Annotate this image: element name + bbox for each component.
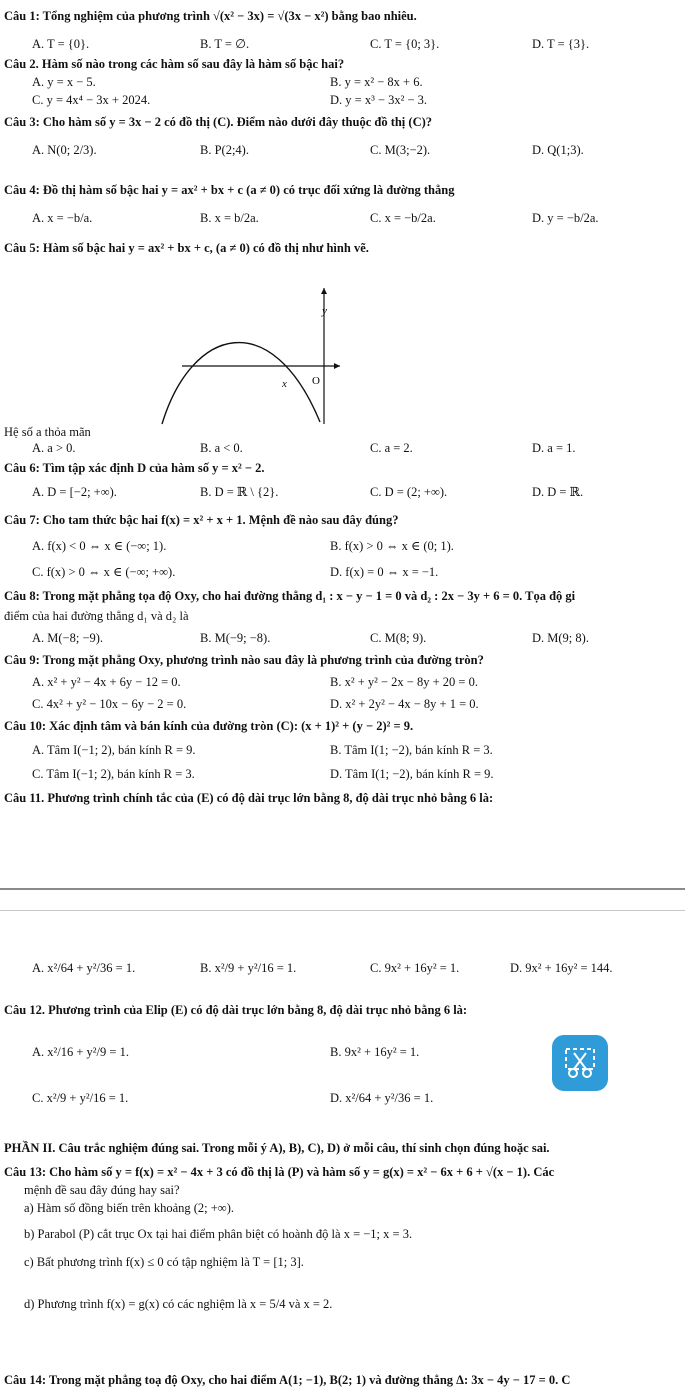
- origin-label: O: [312, 375, 320, 387]
- q2-stem: Câu 2. Hàm số nào trong các hàm số sau đây là hàm số bậc hai?: [4, 57, 345, 71]
- y-axis-arrow-icon: [321, 288, 327, 294]
- q13-item-a: a) Hàm số đồng biến trên khoảng (2; +∞).: [24, 1201, 235, 1215]
- q13-item-b: b) Parabol (P) cắt trục Ox tại hai điểm phân biệt có hoành độ là x = −1; x = 3.: [24, 1227, 413, 1241]
- y-axis-label: y: [322, 305, 327, 317]
- page-separator-light: [0, 910, 685, 911]
- q3-stem: Câu 3: Cho hàm số y = 3x − 2 có đồ thị (C). Điểm nào dưới đây thuộc đồ thị (C)?: [4, 115, 433, 129]
- q8-option-c: C. M(8; 9).: [370, 631, 427, 645]
- q7-option-b: B. f(x) > 0 ⇔ x ∈ (0; 1).: [330, 539, 454, 553]
- q8-stem-cont: điểm của hai đường thẳng d₁ và d₂ là: [4, 609, 189, 623]
- q11-option-b: B. x²/9 + y²/16 = 1.: [200, 961, 297, 975]
- q1-option-c: C. T = {0; 3}.: [370, 37, 440, 51]
- part-2-heading: PHẦN II. Câu trắc nghiệm đúng sai. Trong mỗi ý A), B), C), D) ở mỗi câu, thí sinh chọn đúng hoặc sai.: [4, 1141, 550, 1155]
- q3-option-a: A. N(0; 2/3).: [32, 143, 97, 157]
- scissors-icon: [552, 1035, 608, 1091]
- q1-stem: Câu 1: Tổng nghiệm của phương trình √(x² − 3x) = √(3x − x²) bằng bao nhiêu.: [4, 9, 417, 23]
- q2-option-d: D. y = x³ − 3x² − 3.: [330, 93, 428, 107]
- q2-option-b: B. y = x² − 8x + 6.: [330, 75, 423, 89]
- q13-item-d: d) Phương trình f(x) = g(x) có các nghiệm là x = 5/4 và x = 2.: [24, 1297, 333, 1311]
- q8-option-b: B. M(−9; −8).: [200, 631, 271, 645]
- q11-option-a: A. x²/64 + y²/36 = 1.: [32, 961, 136, 975]
- q12-stem: Câu 12. Phương trình của Elip (E) có độ dài trục lớn bằng 8, độ dài trục nhỏ bằng 6 là:: [4, 1003, 468, 1017]
- q5-condition: Hệ số a thỏa mãn: [4, 425, 91, 439]
- q8-option-a: A. M(−8; −9).: [32, 631, 104, 645]
- q2-option-c: C. y = 4x⁴ − 3x + 2024.: [32, 93, 151, 107]
- q5-option-b: B. a < 0.: [200, 441, 243, 455]
- q13-item-c: c) Bất phương trình f(x) ≤ 0 có tập nghiệm là T = [1; 3].: [24, 1255, 304, 1269]
- q6-stem: Câu 6: Tìm tập xác định D của hàm số y = x² − 2.: [4, 461, 265, 475]
- q10-option-a: A. Tâm I(−1; 2), bán kính R = 9.: [32, 743, 196, 757]
- q5-option-a: A. a > 0.: [32, 441, 76, 455]
- x-axis-label: x: [282, 378, 287, 390]
- q13-stem-cont: mệnh đề sau đây đúng hay sai?: [24, 1183, 180, 1197]
- q11-stem: Câu 11. Phương trình chính tắc của (E) có độ dài trục lớn bằng 8, độ dài trục nhỏ bằng 6 là:: [4, 791, 494, 805]
- q4-option-a: A. x = −b/a.: [32, 211, 93, 225]
- q5-option-c: C. a = 2.: [370, 441, 413, 455]
- q7-option-c: C. f(x) > 0 ⇔ x ∈ (−∞; +∞).: [32, 565, 176, 579]
- q13-stem: Câu 13: Cho hàm số y = f(x) = x² − 4x + 3 có đồ thị là (P) và hàm số y = g(x) = x² − 6x + 6 + √(x − 1). Các: [4, 1165, 555, 1179]
- x-axis-arrow-icon: [334, 363, 340, 369]
- q4-option-b: B. x = b/2a.: [200, 211, 259, 225]
- q8-stem: Câu 8: Trong mặt phẳng tọa độ Oxy, cho hai đường thẳng d₁ : x − y − 1 = 0 và d₂ : 2x − 3y + 6 = 0. Tọa độ gi: [4, 589, 576, 603]
- q6-option-d: D. D = ℝ.: [532, 485, 584, 499]
- q7-option-d: D. f(x) = 0 ⇔ x = −1.: [330, 565, 439, 579]
- q11-option-c: C. 9x² + 16y² = 1.: [370, 961, 460, 975]
- q9-option-b: B. x² + y² − 2x − 8y + 20 = 0.: [330, 675, 478, 689]
- q4-option-c: C. x = −b/2a.: [370, 211, 436, 225]
- q12-option-b: B. 9x² + 16y² = 1.: [330, 1045, 420, 1059]
- q12-option-c: C. x²/9 + y²/16 = 1.: [32, 1091, 129, 1105]
- page-separator: [0, 888, 685, 890]
- q5-stem: Câu 5: Hàm số bậc hai y = ax² + bx + c, (a ≠ 0) có đồ thị như hình vẽ.: [4, 241, 369, 255]
- q1-option-d: D. T = {3}.: [532, 37, 590, 51]
- q7-stem: Câu 7: Cho tam thức bậc hai f(x) = x² + x + 1. Mệnh đề nào sau đây đúng?: [4, 513, 399, 527]
- q1-option-b: B. T = ∅.: [200, 37, 250, 51]
- q9-option-a: A. x² + y² − 4x + 6y − 12 = 0.: [32, 675, 181, 689]
- q10-option-b: B. Tâm I(1; −2), bán kính R = 3.: [330, 743, 493, 757]
- q6-option-b: B. D = ℝ \ {2}.: [200, 485, 279, 499]
- q10-stem: Câu 10: Xác định tâm và bán kính của đường tròn (C): (x + 1)² + (y − 2)² = 9.: [4, 719, 414, 733]
- q9-option-c: C. 4x² + y² − 10x − 6y − 2 = 0.: [32, 697, 187, 711]
- q10-option-c: C. Tâm I(−1; 2), bán kính R = 3.: [32, 767, 195, 781]
- q12-option-a: A. x²/16 + y²/9 = 1.: [32, 1045, 129, 1059]
- q11-option-d: D. 9x² + 16y² = 144.: [510, 961, 613, 975]
- q7-option-a: A. f(x) < 0 ⇔ x ∈ (−∞; 1).: [32, 539, 167, 553]
- q6-option-a: A. D = [−2; +∞).: [32, 485, 117, 499]
- snip-tool-button[interactable]: [552, 1035, 608, 1091]
- q8-option-d: D. M(9; 8).: [532, 631, 589, 645]
- parabola-curve: [162, 343, 320, 424]
- q4-option-d: D. y = −b/2a.: [532, 211, 599, 225]
- q2-option-a: A. y = x − 5.: [32, 75, 96, 89]
- q12-option-d: D. x²/64 + y²/36 = 1.: [330, 1091, 434, 1105]
- parabola-graph: [142, 286, 342, 426]
- q3-option-d: D. Q(1;3).: [532, 143, 584, 157]
- q3-option-c: C. M(3;−2).: [370, 143, 431, 157]
- q14-stem: Câu 14: Trong mặt phẳng toạ độ Oxy, cho hai điểm A(1; −1), B(2; 1) và đường thẳng Δ: 3x − 4y − 17 = 0. C: [4, 1373, 571, 1387]
- q9-option-d: D. x² + 2y² − 4x − 8y + 1 = 0.: [330, 697, 479, 711]
- q5-option-d: D. a = 1.: [532, 441, 576, 455]
- q1-option-a: A. T = {0}.: [32, 37, 90, 51]
- q10-option-d: D. Tâm I(1; −2), bán kính R = 9.: [330, 767, 494, 781]
- q3-option-b: B. P(2;4).: [200, 143, 249, 157]
- q9-stem: Câu 9: Trong mặt phẳng Oxy, phương trình nào sau đây là phương trình của đường tròn?: [4, 653, 484, 667]
- q6-option-c: C. D = (2; +∞).: [370, 485, 448, 499]
- q4-stem: Câu 4: Đồ thị hàm số bậc hai y = ax² + bx + c (a ≠ 0) có trục đối xứng là đường thẳng: [4, 183, 455, 197]
